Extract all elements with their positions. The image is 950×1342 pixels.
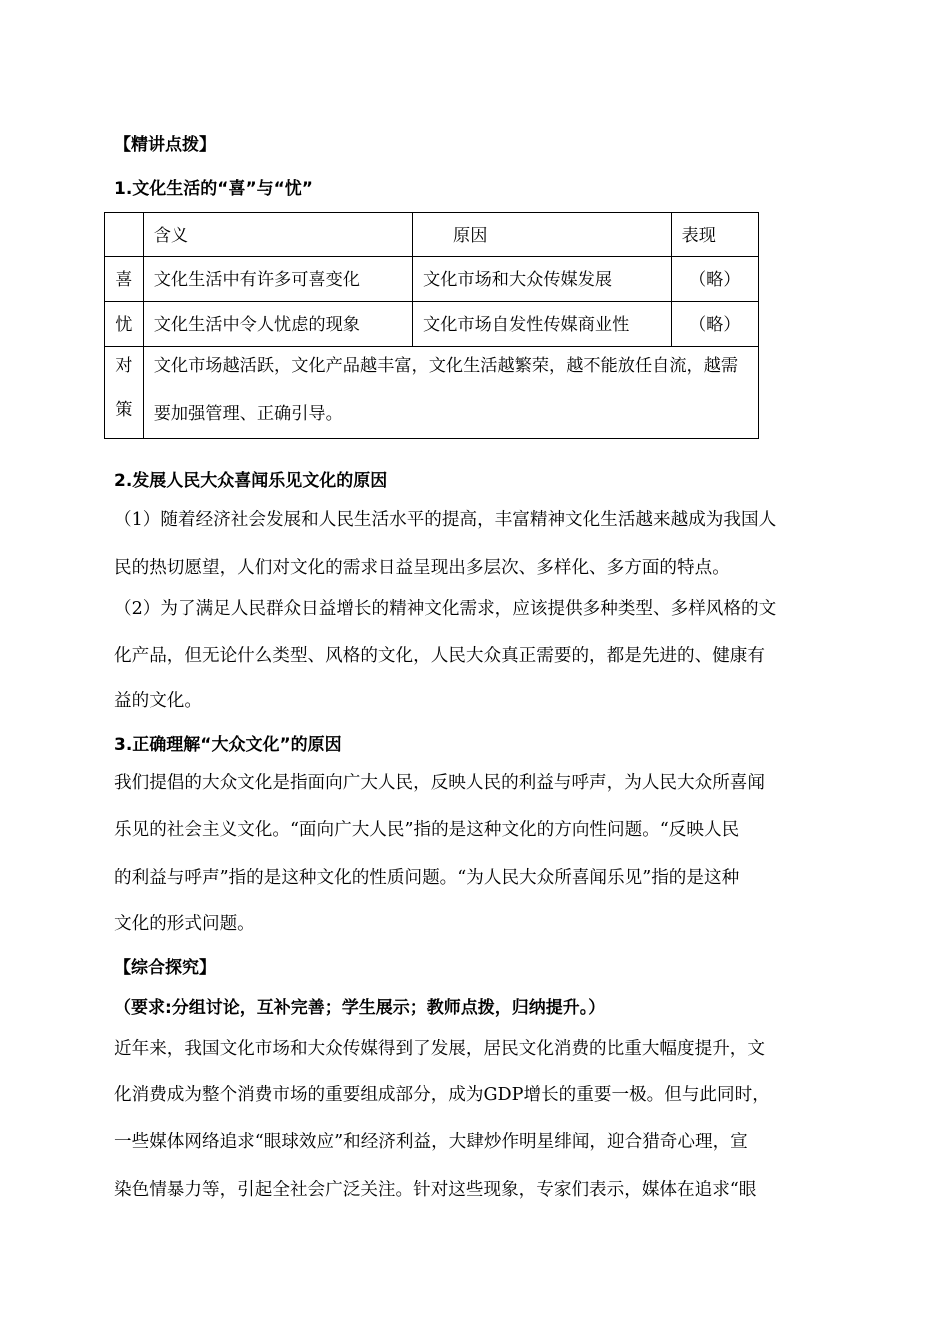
table-header-cell: 原因 — [413, 213, 671, 257]
table-header-cell: 含义 — [143, 213, 412, 257]
paragraph-line: 文化的形式问题。 — [114, 914, 255, 934]
section-heading-reasons: 2.发展人民大众喜闻乐见文化的原因 — [114, 471, 388, 491]
table-header-cell: 表现 — [671, 213, 759, 257]
paragraph-line: 我们提倡的大众文化是指面向广大人民，反映人民的利益与呼声，为人民大众所喜闻 — [114, 773, 765, 793]
table-row — [105, 257, 759, 302]
table-cell: 文化市场自发性传媒商业性 — [413, 302, 671, 347]
subheading-joy-worry: 1.文化生活的“喜”与“忧” — [114, 179, 313, 199]
paragraph-line: 一些媒体网络追求“眼球效应”和经济利益，大肆炒作明星绯闻，迎合猎奇心理，宣 — [114, 1132, 748, 1152]
strategy-text-cell — [143, 347, 758, 439]
joy-worry-table — [104, 212, 759, 439]
paragraph-line: 近年来，我国文化市场和大众传媒得到了发展，居民文化消费的比重大幅度提升，文 — [114, 1039, 765, 1059]
section-heading-lecture: 【精讲点拨】 — [114, 135, 216, 155]
paragraph-line: 益的文化。 — [114, 691, 202, 711]
paragraph-line: 染色情暴力等，引起全社会广泛关注。针对这些现象，专家们表示，媒体在追求“眼 — [114, 1180, 757, 1200]
section-heading-inquiry: 【综合探究】 — [114, 958, 216, 978]
paragraph-line: 化产品，但无论什么类型、风格的文化，人民大众真正需要的，都是先进的、健康有 — [114, 646, 765, 666]
paragraph-line: 乐见的社会主义文化。“面向广大人民”指的是这种文化的方向性问题。“反映人民 — [114, 820, 740, 840]
table-header-cell — [105, 213, 144, 257]
strategy-text: 文化市场越活跃，文化产品越丰富，文化生活越繁荣，越不能放任自流，越需要加强管理、正确引导。 — [153, 356, 739, 424]
strategy-label-1: 对 — [115, 356, 133, 376]
paragraph-line: 民的热切愿望，人们对文化的需求日益呈现出多层次、多样化、多方面的特点。 — [114, 558, 730, 578]
section-heading-mass-culture: 3.正确理解“大众文化”的原因 — [114, 735, 342, 755]
table-cell: 文化生活中令人忧虑的现象 — [143, 302, 412, 347]
strategy-label-cell — [105, 347, 144, 439]
table-cell: 忧 — [105, 302, 144, 347]
strategy-label-2: 策 — [115, 400, 133, 420]
paragraph-line: 的利益与呼声”指的是这种文化的性质问题。“为人民大众所喜闻乐见”指的是这种 — [114, 868, 740, 888]
table-cell: （略） — [671, 302, 759, 347]
table-cell: 文化市场和大众传媒发展 — [413, 257, 671, 302]
paragraph-line: 化消费成为整个消费市场的重要组成部分，成为GDP增长的重要一极。但与此同时， — [114, 1085, 770, 1105]
table-header-row — [105, 213, 759, 257]
table-row-strategy — [105, 347, 759, 439]
table-cell: 喜 — [105, 257, 144, 302]
table-cell: （略） — [671, 257, 759, 302]
inquiry-requirement: （要求:分组讨论，互补完善；学生展示；教师点拨，归纳提升。） — [114, 998, 606, 1018]
table-cell: 文化生活中有许多可喜变化 — [143, 257, 412, 302]
paragraph-line: （2）为了满足人民群众日益增长的精神文化需求，应该提供多种类型、多样风格的文 — [114, 599, 777, 619]
paragraph-line: （1）随着经济社会发展和人民生活水平的提高，丰富精神文化生活越来越成为我国人 — [114, 510, 777, 530]
